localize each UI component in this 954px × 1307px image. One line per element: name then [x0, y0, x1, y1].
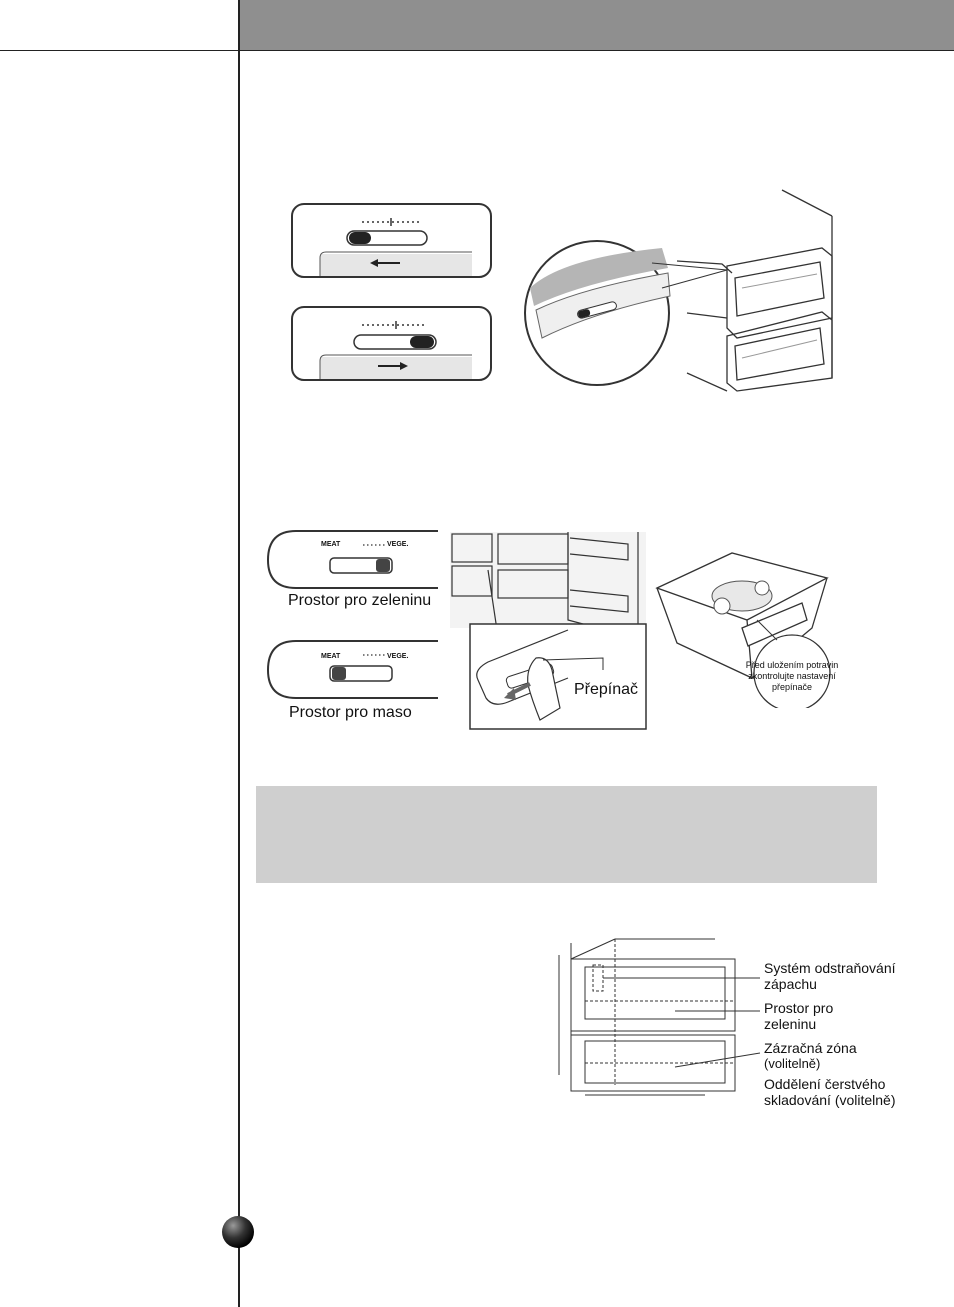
vege-tag-2: VEGE.	[387, 653, 409, 660]
vegetable-compartment-label: Prostor pro zeleninu	[288, 592, 432, 609]
meat-tag-2: MEAT	[321, 653, 341, 660]
drawer-magnified-illustration	[522, 188, 842, 393]
check-switch-callout: Před uložením potravin zkontrolujte nastavení přepínače	[745, 660, 839, 692]
meat-tag: MEAT	[321, 541, 341, 548]
meat-compartment-label: Prostor pro maso	[289, 704, 412, 721]
magic-zone-label: Zázračná zóna	[764, 1040, 857, 1056]
vege-tag: VEGE.	[387, 541, 409, 548]
header-divider	[0, 50, 954, 51]
slider-left-panel	[292, 204, 491, 277]
slider-illustrations	[290, 202, 494, 382]
meat-switch-panel	[266, 640, 438, 702]
fridge-interior-illustration	[448, 530, 648, 730]
page-marker-icon	[222, 1216, 254, 1248]
switch-label: Přepínač	[574, 681, 639, 698]
odor-system-label: Systém odstraňování zápachu	[764, 960, 896, 992]
slider-right-panel	[292, 307, 491, 380]
drawer-system-diagram	[555, 935, 765, 1100]
magic-zone-optional: (volitelně)	[764, 1056, 821, 1071]
vegetable-diagram-label: Prostor pro zeleninu	[764, 1000, 834, 1032]
fresh-storage-label: Oddělení čerstvého skladování (volitelně)	[764, 1076, 896, 1108]
margin-line	[238, 0, 240, 1307]
header-bar	[239, 0, 954, 50]
note-box	[256, 786, 877, 883]
